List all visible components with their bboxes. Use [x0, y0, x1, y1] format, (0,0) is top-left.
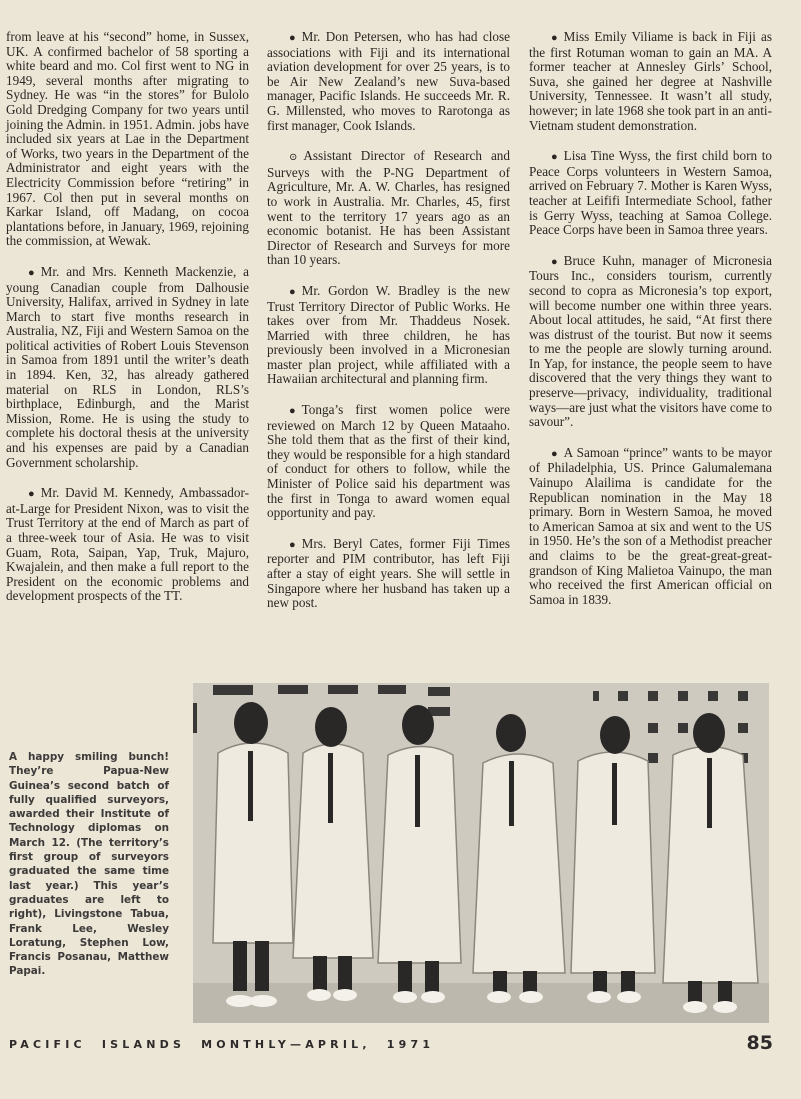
article-paragraph — [529, 254, 772, 430]
bullet-icon: ● — [551, 32, 558, 44]
article-paragraph — [6, 30, 249, 249]
article-paragraph — [6, 486, 249, 604]
page-number: 85 — [746, 1032, 773, 1054]
column-right — [529, 30, 772, 623]
paragraph-text: Mr. and Mrs. Kenneth Mackenzie, a young Canadian couple from Dalhousie University, Halifax, arrived in Sydney in late March to start five months research in Australia, NZ, Fiji and Western Samoa on the political activities of Robert Louis Stevenson in Samoa from 1891 until the writer’s death in 1894. Ken, 32, has already gathered material on RLS in London, RLS’s birthplace, Edinburgh, and the Marist Mission, Rome. He is using the study to complete his doctoral thesis at the university and his expenses are paid by a Canadian Government scholarship. — [6, 263, 249, 470]
paragraph-text: Assistant Director of Research and Surveys with the P-NG Department of Agriculture, Mr. A. W. Charles, has resigned to work in Australia. Mr. Charles, 45, first went to the territory 17 years ago as an economic botanist. He has been Assistant Director of Research and Surveys for more than 10 years. — [267, 148, 510, 268]
masthead: PACIFIC ISLANDS MONTHLY—APRIL, 1971 — [9, 1038, 435, 1051]
bullet-icon: ● — [28, 488, 35, 501]
photo-caption: A happy smiling bunch! They’re Papua-New Guinea’s second batch of fully qualified surveyors, awarded their Institute of Technology diplomas on March 12. (The territory’s first group of surveyors graduated the same time last year.) This year’s graduates are left to right), Livingstone Tabua, Frank Lee, Wesley Loratung, Stephen Low, Francis Posanau, Matthew Papai. — [9, 751, 169, 978]
paragraph-text: Mr. Don Petersen, who has had close associations with Fiji and its international aviation development for over 25 years, is to be Air New Zealand’s new Suva-based manager, Pacific Islands. He succeeds Mr. R. G. Millensted, who moves to Rarotonga as first manager, Cook Islands. — [267, 29, 510, 133]
article-paragraph — [529, 149, 772, 238]
paragraph-text: Lisa Tine Wyss, the first child born to Peace Corps volunteers in Western Samoa, arrived on February 7. Mother is Karen Wyss, teacher at Leififi Intermediate School, father is Gerry Wyss, teaching at Samoa College. Peace Corps have been in Samoa three years. — [529, 148, 772, 238]
page-footer — [9, 1032, 779, 1062]
article-paragraph — [267, 403, 510, 521]
bullet-icon: ● — [289, 538, 296, 551]
paragraph-text: from leave at his “second” home, in Sussex, UK. A confirmed bachelor of 58 sporting a white beard and mo. Col first went to NG in 1949, several months after migrating to Sydney. He was “in the stores” for Bulolo Gold Dredging Company for two years until joining the Admin. in 1951. Admin. jobs have included six years at Lae in the Department of Works, two years in the Department of the Administrator and eight years with the Electricity Commission before “retiring” in 1967. Col then put in several months on Karkar Island, off Madang, on cocoa plantations before, in January, 1969, rejoining the commission, at Wewak. — [6, 29, 249, 249]
article-paragraph — [267, 537, 510, 611]
article-paragraph — [267, 149, 510, 268]
paragraph-text: A Samoan “prince” wants to be mayor of Philadelphia, US. Prince Galumalemana Vainupo Alailima is candidate for the Republican nomination in the May 18 primary. Born in Western Samoa, he moved to American Samoa at six and went to the US in 1950. He’s the son of a Methodist preacher and claims to be the great-great-great-grandson of King Malietoa Vainupo, the man who received the first American official on Samoa in 1839. — [529, 444, 772, 607]
paragraph-text: Mr. Gordon W. Bradley is the new Trust Territory Director of Public Works. He takes over from Mr. Thaddeus Nosek. Married with three children, he has previously been involved in a Micronesian master plan project, while affiliated with a Hawaiian architectural and planning firm. — [267, 282, 510, 387]
bullet-icon: ● — [289, 32, 296, 44]
column-middle — [267, 30, 510, 627]
article-paragraph — [267, 284, 510, 387]
paragraph-text: Mr. David M. Kennedy, Ambassador-at-Large for President Nixon, was to visit the Trust Territory at the end of March as part of a three-week tour of Asia. He was to visit Guam, Rota, Saipan, Yap, Truk, Majuro, Kwajalein, and then make a full report to the President on the economic problems and development prospects of the TT. — [6, 485, 249, 604]
graduates-photo — [193, 683, 769, 1023]
column-left — [6, 30, 249, 620]
bullet-icon: ⊙ — [289, 152, 298, 164]
graduates-photo-drawing — [193, 683, 769, 1023]
article-paragraph — [267, 30, 510, 133]
paragraph-text: Bruce Kuhn, manager of Micronesia Tours Inc., considers tourism, currently second to copra as Micronesia’s top export, will become number one within three years. About local attitudes, he said, “At first there was distrust of the tourist. But now it seems to me the people are slowly turning around. In Yap, for instance, the people seem to have discovered that the very things they want to preserve—privacy, individuality, traditional ways—are just what the visitors have come to savour”. — [529, 252, 772, 430]
paragraph-text: Miss Emily Viliame is back in Fiji as the first Rotuman woman to gain an MA. A former teacher at Annesley Girls’ School, Suva, she gained her degree at Nashville University, Tennessee. It wasn’t all study, however; in late 1968 she took part in an anti-Vietnam student demonstration. — [529, 29, 772, 133]
paragraph-text: Mrs. Beryl Cates, former Fiji Times reporter and PIM contributor, has left Fiji after a stay of eight years. She will settle in Singapore where her husband has taken up a new post. — [267, 535, 510, 611]
bullet-icon: ● — [551, 255, 558, 268]
bullet-icon: ● — [289, 405, 296, 418]
bullet-icon: ● — [551, 447, 558, 460]
paragraph-text: Tonga’s first women police were reviewed on March 12 by Queen Mataaho. She told them that as the first of their kind, they would be responsible for a high standard of conduct for others to follow, while the Minister of Police said his department was the first in Tonga to award women equal opportunity and pay. — [267, 402, 510, 521]
bullet-icon: ● — [289, 285, 296, 298]
article-paragraph — [529, 30, 772, 133]
article-paragraph — [529, 446, 772, 608]
bullet-icon: ● — [28, 266, 35, 279]
bullet-icon: ● — [551, 151, 558, 164]
article-paragraph — [6, 265, 249, 470]
